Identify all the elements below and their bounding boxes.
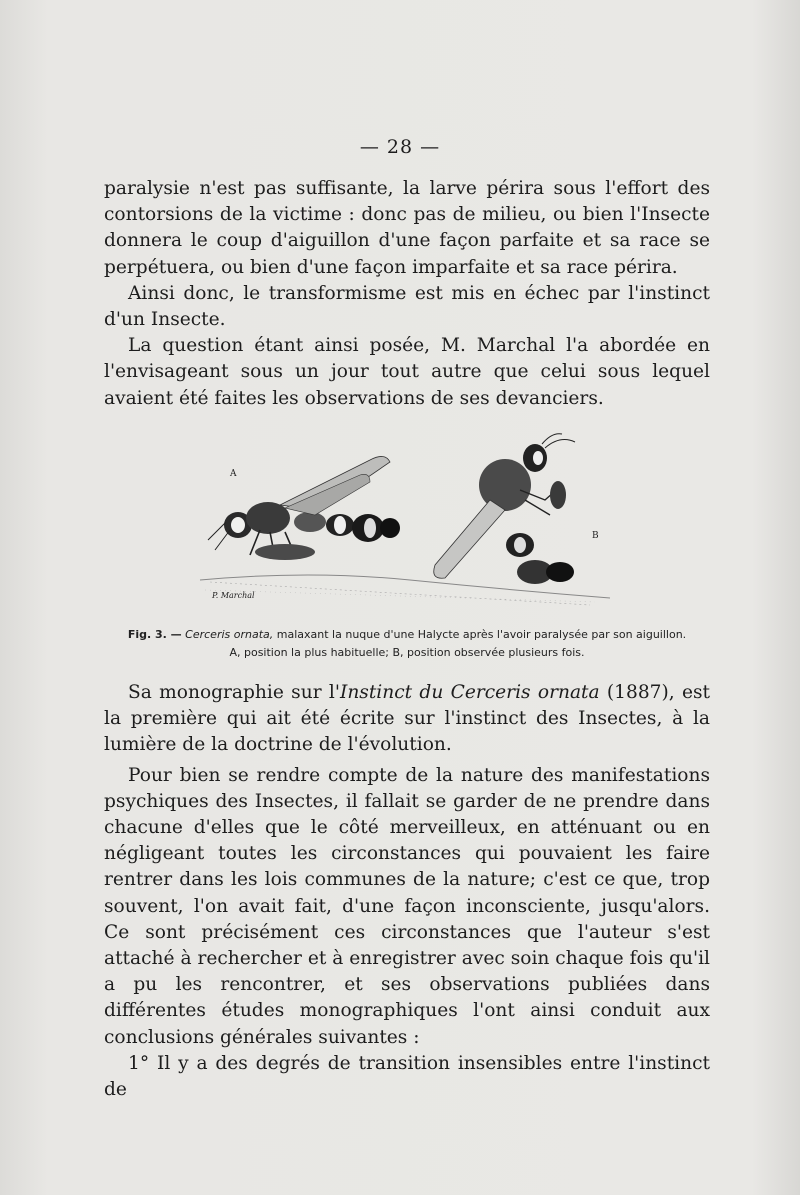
caption-line1-rest: malaxant la nuque d'une Halycte après l'avoir paralysée par son aiguillon. xyxy=(276,628,687,641)
monograph-title: Instinct du Cerceris ornata xyxy=(339,682,600,703)
caption-line-1 xyxy=(104,626,710,644)
monograph-before: Sa monographie sur l' xyxy=(128,682,340,703)
wasp-a xyxy=(208,456,400,560)
monograph-after: (1887), est la première qui ait été écrite sur l'instinct des Insectes, à la lumière de la doctrine de l'évolution. xyxy=(104,682,711,756)
paragraph-manifestations: Pour bien se rendre compte de la nature des manifestations psychiques des Insectes, il fallait se garder de ne prendre dans chacune d'elles que le côté merveilleux, en atténuant ou en négligeant toutes les circonstances qui pouvaient les faire rentrer dans les lois communes de la nature; c'est ce que, trop souvent, l'on avait fait, d'une façon inconsciente, jusqu'alors. Ce sont précisément ces circonstances que l'auteur s'est attaché à rechercher et à enregistrer avec soin chaque fois qu'il a pu les rencontrer, et ses observations publiées dans différentes études monographiques l'ont ainsi conduit aux conclusions générales suivantes : xyxy=(104,764,710,1048)
paragraph-degres: 1° Il y a des degrés de transition insensibles entre l'instinct de xyxy=(104,1052,710,1101)
paragraph-transformisme: Ainsi donc, le transformisme est mis en échec par l'instinct d'un Insecte. xyxy=(104,282,710,331)
paragraph-monographie xyxy=(104,680,710,759)
caption-species: Cerceris ornata, xyxy=(185,628,274,641)
page-number: — 28 — xyxy=(359,136,441,158)
paragraph-question: La question étant ainsi posée, M. Marchal l'a abordée en l'envisageant sous un jour tout autre que celui sous lequel avaient été faites les observations de ses devanciers. xyxy=(104,335,710,409)
text-block-bottom xyxy=(104,680,710,1103)
paragraph-continuation: paralysie n'est pas suffisante, la larve périra sous l'effort des contorsions de la victime : donc pas de milieu, ou bien l'Insecte donnera le coup d'aiguillon d'une façon parfaite et sa race se perpétuera, ou bien d'une façon imparfaite et sa race périra. xyxy=(104,178,710,278)
engraver-signature: P. Marchal xyxy=(212,591,255,600)
figure-caption xyxy=(104,626,710,662)
figure-letter-a: A xyxy=(230,469,237,479)
figure-letter-b: B xyxy=(592,531,599,541)
figure-wasp-engraving xyxy=(190,430,620,620)
caption-fig-label: Fig. 3. — xyxy=(127,628,182,641)
caption-line-2: A, position la plus habituelle; B, position observée plusieurs fois. xyxy=(229,646,585,659)
wasp-b xyxy=(434,434,575,584)
wasp-illustration xyxy=(190,430,620,620)
text-block-top xyxy=(104,176,710,412)
